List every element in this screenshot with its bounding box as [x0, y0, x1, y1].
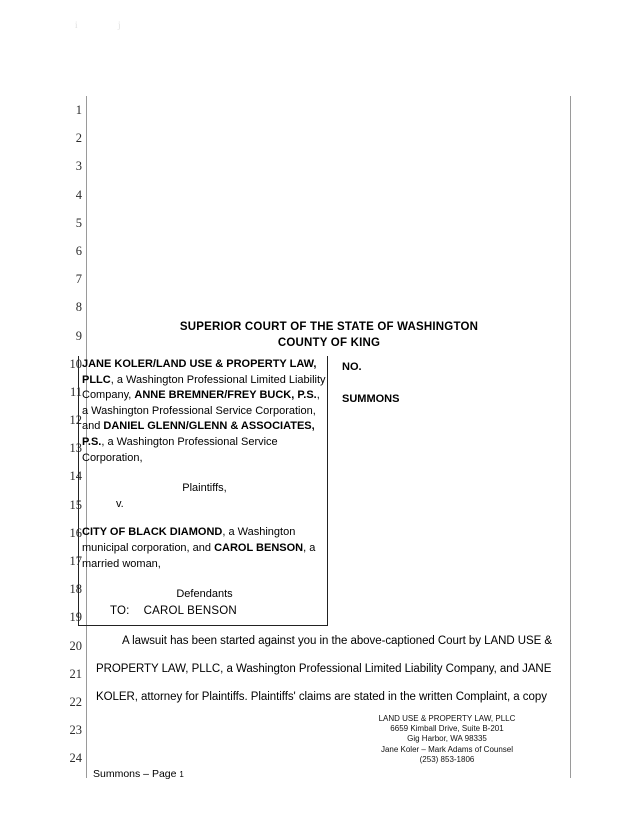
addressee-line	[110, 605, 237, 617]
line-number: 23	[69, 723, 82, 738]
line-number: 10	[69, 356, 82, 371]
line-number: 2	[75, 131, 82, 146]
line-number: 18	[69, 582, 82, 597]
body-paragraph: A lawsuit has been started against you in the above-captioned Court by LAND USE & PROPERTY LAW, PLLC, a Washington Professional Limited Liability Company, and JANE KOLER, attorney for Plaintiffs. Plaintiffs' claims are stated in the written Complaint, a copy	[96, 635, 553, 704]
line-number: 5	[75, 215, 82, 230]
court-header-line-1: SUPERIOR COURT OF THE STATE OF WASHINGTON	[179, 321, 479, 333]
line-number: 15	[69, 497, 82, 512]
line-number: 21	[69, 666, 82, 681]
cause-number-label: NO.	[342, 361, 362, 373]
plaintiffs-label: Plaintiffs,	[182, 482, 227, 495]
page-number: 1	[179, 770, 184, 779]
line-number: 6	[75, 243, 82, 258]
line-number: 24	[69, 751, 82, 766]
firm-phone: (253) 853-1806	[419, 754, 475, 764]
firm-name: LAND USE & PROPERTY LAW, PLLC	[378, 714, 516, 723]
firm-footer	[332, 714, 562, 765]
line-number: 19	[69, 610, 82, 625]
line-number: 7	[75, 272, 82, 287]
defendants-label: Defendants	[176, 588, 233, 601]
right-margin-rule	[570, 96, 571, 778]
line-number: 3	[75, 159, 82, 174]
line-number: 20	[69, 638, 82, 653]
addressee-name: CAROL BENSON	[143, 605, 237, 617]
court-header-line-2: COUNTY OF KING	[277, 336, 381, 349]
plaintiffs-names: JANE KOLER/LAND USE & PROPERTY LAW, PLLC, a Washington Professional Limited Liability Company, ANNE BREMNER/FREY BUCK, P.S., a Washington Professional Service Corporation, and DANIEL GLENN/GLENN & ASSOCIATES, P.S., a Washington Professional Service Corporation,	[82, 358, 326, 464]
page-label	[93, 768, 184, 780]
page-label-title: Summons – Page	[93, 768, 177, 780]
line-number: 22	[69, 694, 82, 709]
line-number: 9	[75, 328, 82, 343]
line-number: 14	[69, 469, 82, 484]
court-header	[96, 320, 562, 351]
line-number: 13	[69, 441, 82, 456]
caption-right-column	[342, 360, 542, 407]
caption-box	[78, 356, 328, 626]
firm-street: 6659 Kimball Drive, Suite B-201	[390, 724, 504, 734]
scan-artifact-mark: i	[75, 20, 79, 30]
line-number: 17	[69, 554, 82, 568]
line-number: 16	[69, 525, 82, 540]
line-number: 12	[69, 413, 82, 428]
line-number: 11	[69, 384, 82, 399]
versus-label: v.	[116, 497, 124, 510]
addressee-label: TO:	[110, 605, 130, 617]
line-number: 4	[75, 187, 82, 202]
defendants-names: CITY OF BLACK DIAMOND, a Washington municipal corporation, and CAROL BENSON, a married woman,	[82, 526, 316, 570]
firm-attorneys: Jane Koler – Mark Adams of Counsel	[380, 744, 514, 754]
scan-artifact-mark: j	[118, 20, 122, 30]
line-number: 1	[75, 103, 82, 117]
document-title: SUMMONS	[342, 392, 400, 405]
firm-city-state-zip: Gig Harbor, WA 98335	[407, 734, 487, 744]
line-number: 8	[75, 300, 82, 315]
